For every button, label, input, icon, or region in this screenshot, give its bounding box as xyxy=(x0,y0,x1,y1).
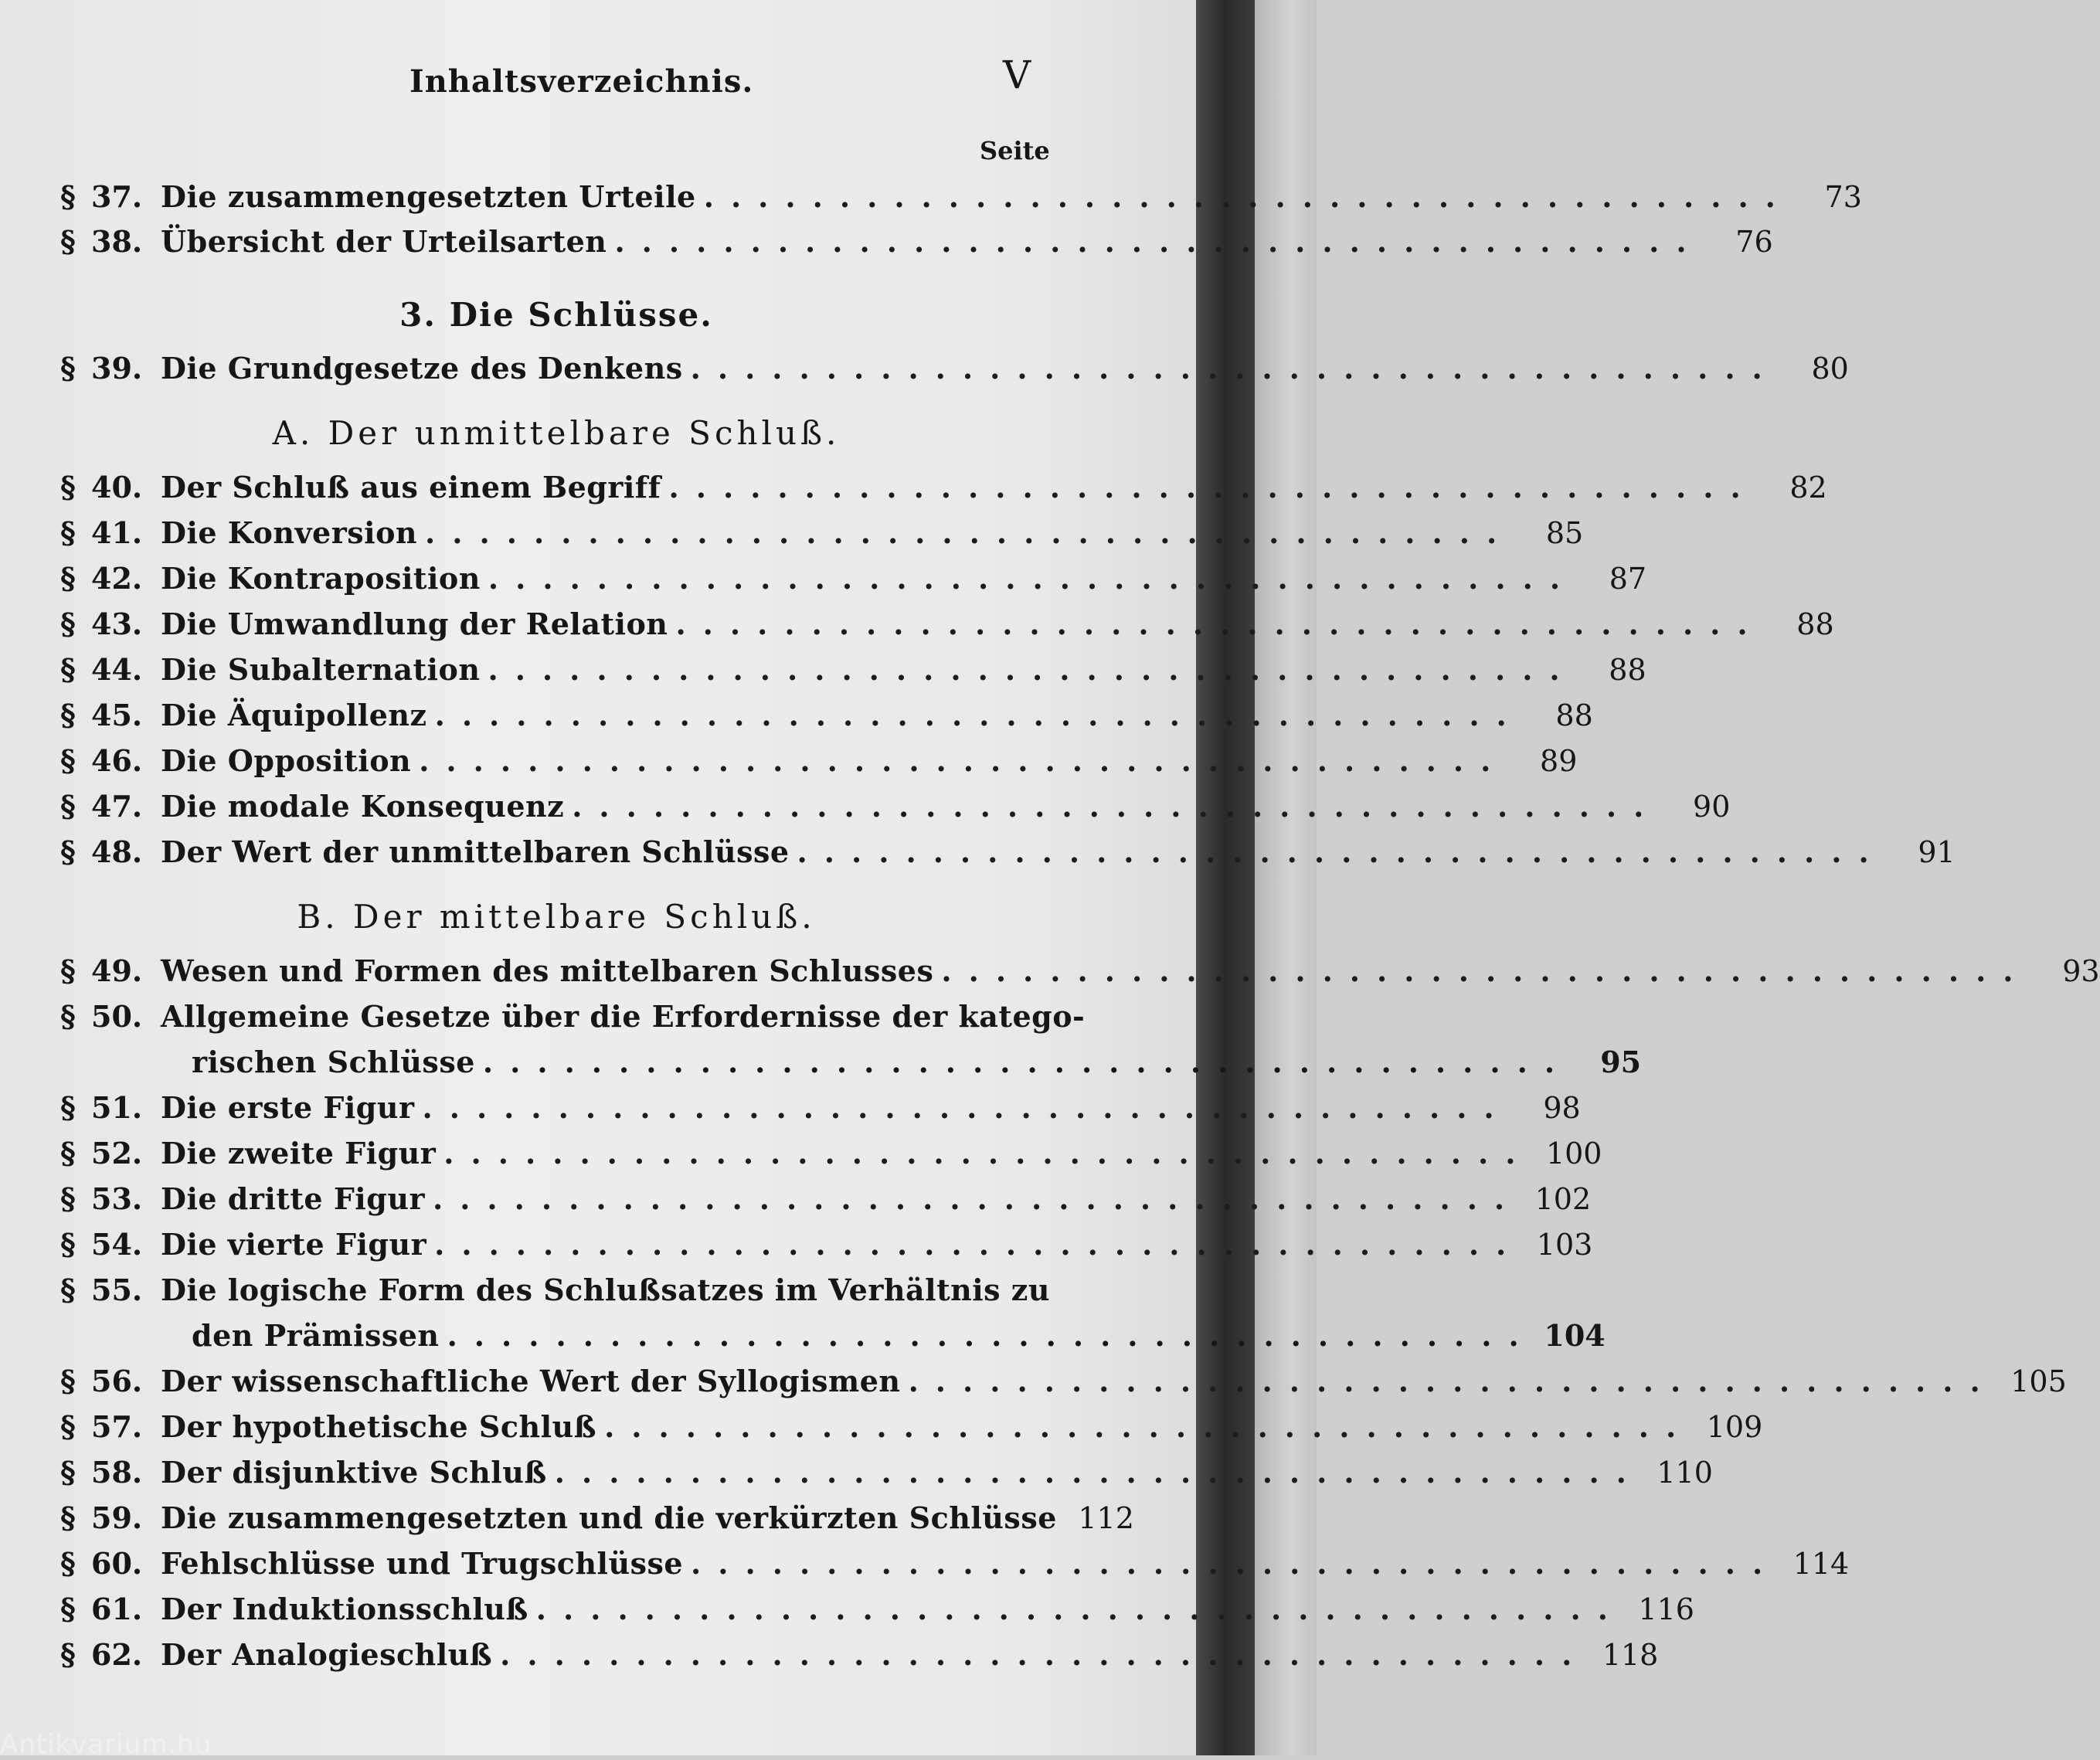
entry-number: 38. xyxy=(91,224,143,259)
entry-page: 116 xyxy=(1638,1592,1694,1626)
section-sign: § xyxy=(60,1409,76,1444)
entry-page: 118 xyxy=(1602,1638,1659,1672)
toc-entry-46 xyxy=(60,743,1578,787)
section-sign: § xyxy=(60,1090,76,1125)
entry-title: Die Subalternation xyxy=(161,652,481,687)
entry-page: 93 xyxy=(2062,954,2100,988)
entry-title: Die Umwandlung der Relation xyxy=(161,606,668,641)
section-sign: § xyxy=(60,834,76,869)
section-sign: § xyxy=(60,1592,76,1626)
entry-number: 39. xyxy=(91,351,143,386)
dot-leader: ........................................ xyxy=(554,1455,1643,1490)
entry-number: 44. xyxy=(91,652,143,687)
entry-number: 59. xyxy=(91,1500,143,1535)
entry-page: 85 xyxy=(1545,516,1584,550)
dot-leader: ........................................ xyxy=(482,1045,1572,1079)
entry-number: 51. xyxy=(91,1090,143,1125)
toc-entry-50-continuation xyxy=(192,1045,1642,1088)
section-sign: § xyxy=(60,1500,76,1535)
toc-entry-60 xyxy=(60,1546,1850,1589)
dot-leader: ........................................ xyxy=(690,351,1779,386)
entry-number: 53. xyxy=(91,1181,143,1216)
entry-page: 110 xyxy=(1657,1456,1713,1490)
toc-entry-53 xyxy=(60,1181,1592,1225)
entry-number: 37. xyxy=(91,179,143,214)
watermark: Antikvarium.hu xyxy=(0,1729,212,1760)
section-heading-3: 3. Die Schlüsse. xyxy=(399,296,713,334)
entry-title-continuation: rischen Schlüsse xyxy=(192,1045,475,1079)
toc-entry-54 xyxy=(60,1227,1593,1270)
entry-number: 54. xyxy=(91,1227,143,1262)
section-sign: § xyxy=(60,698,76,732)
toc-entry-39 xyxy=(60,351,1849,394)
entry-title: Der disjunktive Schluß xyxy=(161,1455,547,1490)
entry-number: 47. xyxy=(91,789,143,824)
entry-number: 55. xyxy=(91,1272,143,1307)
toc-entry-52 xyxy=(60,1136,1602,1179)
section-sign: § xyxy=(60,515,76,550)
entry-number: 46. xyxy=(91,743,143,778)
section-heading-a: A. Der unmittelbare Schluß. xyxy=(272,414,841,452)
entry-title: Die Äquipollenz xyxy=(161,698,427,732)
entry-page: 88 xyxy=(1796,607,1834,641)
entry-number: 43. xyxy=(91,606,143,641)
entry-title: Die Kontraposition xyxy=(161,561,481,596)
toc-entry-56 xyxy=(60,1364,2067,1407)
section-sign: § xyxy=(60,1546,76,1581)
entry-number: 49. xyxy=(91,953,143,988)
section-sign: § xyxy=(60,1272,76,1307)
section-sign: § xyxy=(60,470,76,505)
section-sign: § xyxy=(60,179,76,214)
entry-page: 95 xyxy=(1600,1045,1642,1079)
section-heading-b: B. Der mittelbare Schluß. xyxy=(297,898,816,936)
entry-page: 87 xyxy=(1609,562,1647,596)
toc-entry-55-continuation xyxy=(192,1318,1606,1361)
toc-entry-58 xyxy=(60,1455,1713,1498)
toc-entry-57 xyxy=(60,1409,1763,1453)
entry-page: 105 xyxy=(2010,1364,2067,1398)
section-sign: § xyxy=(60,1364,76,1398)
entry-page: 88 xyxy=(1609,653,1646,687)
dot-leader: ........................................ xyxy=(425,515,1514,550)
entry-title: Der wissenschaftliche Wert der Syllogismen xyxy=(161,1364,901,1398)
entry-title: Wesen und Formen des mittelbaren Schlusses xyxy=(161,953,934,988)
toc-entry-37 xyxy=(60,179,1862,223)
entry-number: 52. xyxy=(91,1136,143,1171)
entry-number: 42. xyxy=(91,561,143,596)
toc-entry-55 xyxy=(60,1272,1049,1316)
entry-number: 60. xyxy=(91,1546,143,1581)
dot-leader: ........................................ xyxy=(941,953,2030,988)
entry-number: 40. xyxy=(91,470,143,505)
running-head: Inhaltsverzeichnis. xyxy=(409,63,754,100)
entry-title: Die zweite Figur xyxy=(161,1136,437,1171)
entry-page: 102 xyxy=(1534,1182,1592,1216)
dot-leader: ........................................ xyxy=(434,1227,1524,1262)
entry-title: Allgemeine Gesetze über die Erfordernisse der katego- xyxy=(161,999,1086,1034)
entry-title: Der Induktionsschluß xyxy=(161,1592,528,1626)
entry-page: 89 xyxy=(1540,744,1578,778)
dot-leader: ........................................ xyxy=(797,834,1886,869)
toc-entry-38 xyxy=(60,224,1773,267)
entry-page: 103 xyxy=(1536,1228,1593,1262)
section-sign: § xyxy=(60,1227,76,1262)
dot-leader: ........................................ xyxy=(422,1090,1511,1125)
entry-title: Fehlschlüsse und Trugschlüsse xyxy=(161,1546,684,1581)
entry-page: 80 xyxy=(1811,352,1849,386)
dot-leader: ........................................ xyxy=(488,652,1577,687)
dot-leader: ........................................ xyxy=(488,561,1578,596)
toc-entry-61 xyxy=(60,1592,1694,1635)
entry-page: 114 xyxy=(1792,1547,1850,1581)
section-sign: § xyxy=(60,1455,76,1490)
toc-entry-41 xyxy=(60,515,1584,559)
toc-entry-47 xyxy=(60,789,1731,832)
entry-title: Die Grundgesetze des Denkens xyxy=(161,351,683,386)
entry-page: 90 xyxy=(1693,790,1731,824)
section-sign: § xyxy=(60,561,76,596)
entry-title: Der Analogieschluß xyxy=(161,1637,493,1672)
entry-number: 45. xyxy=(91,698,143,732)
section-sign: § xyxy=(60,652,76,687)
entry-page: 73 xyxy=(1824,180,1862,214)
dot-leader: ........................................ xyxy=(908,1364,1997,1398)
entry-number: 48. xyxy=(91,834,143,869)
dot-leader: ........................................ xyxy=(668,470,1758,505)
entry-title-continuation: den Prämissen xyxy=(192,1318,440,1353)
entry-number: 57. xyxy=(91,1409,143,1444)
section-sign: § xyxy=(60,1181,76,1216)
entry-page: 112 xyxy=(1078,1501,1134,1535)
page-column-label: Seite xyxy=(980,136,1050,165)
entry-number: 61. xyxy=(91,1592,143,1626)
entry-page: 82 xyxy=(1789,471,1827,505)
toc-entry-42 xyxy=(60,561,1647,604)
dot-leader: ........................................ xyxy=(604,1409,1694,1444)
entry-title: Die zusammengesetzten und die verkürzten Schlüsse xyxy=(161,1500,1057,1535)
section-sign: § xyxy=(60,743,76,778)
page-number: V xyxy=(1003,53,1031,97)
entry-title: Die Opposition xyxy=(161,743,412,778)
entry-title: Die zusammengesetzten Urteile xyxy=(161,179,696,214)
section-sign: § xyxy=(60,606,76,641)
dot-leader: ........................................ xyxy=(434,698,1524,732)
entry-title: Übersicht der Urteilsarten xyxy=(161,224,607,259)
dot-leader: ........................................ xyxy=(419,743,1508,778)
toc-entry-45 xyxy=(60,698,1593,741)
dot-leader: ........................................ xyxy=(614,224,1704,259)
entry-title: Die logische Form des Schlußsatzes im Verhältnis zu xyxy=(161,1272,1051,1307)
section-sign: § xyxy=(60,999,76,1034)
entry-page: 104 xyxy=(1544,1318,1606,1353)
toc-entry-40 xyxy=(60,470,1827,513)
section-sign: § xyxy=(60,351,76,386)
entry-title: Die erste Figur xyxy=(161,1090,415,1125)
entry-number: 62. xyxy=(91,1637,143,1672)
section-sign: § xyxy=(60,1637,76,1672)
entry-page: 91 xyxy=(1918,835,1956,869)
toc-entry-50 xyxy=(60,999,1086,1042)
entry-number: 50. xyxy=(91,999,143,1034)
entry-title: Der Wert der unmittelbaren Schlüsse xyxy=(161,834,790,869)
dot-leader: ........................................ xyxy=(500,1637,1589,1672)
entry-title: Die Konversion xyxy=(161,515,418,550)
toc-entry-59 xyxy=(60,1500,1134,1544)
book-cover-edge xyxy=(1255,0,1317,1755)
dot-leader: ........................................ xyxy=(443,1136,1533,1171)
section-sign: § xyxy=(60,953,76,988)
entry-title: Die modale Konsequenz xyxy=(161,789,565,824)
section-sign: § xyxy=(60,224,76,259)
entry-number: 41. xyxy=(91,515,143,550)
dot-leader: ........................................ xyxy=(535,1592,1625,1626)
entry-title: Die vierte Figur xyxy=(161,1227,427,1262)
entry-page: 109 xyxy=(1706,1410,1763,1444)
toc-entry-49 xyxy=(60,953,2100,997)
dot-leader: ........................................ xyxy=(703,179,1792,214)
entry-page: 100 xyxy=(1545,1137,1602,1171)
dot-leader: ........................................ xyxy=(447,1318,1536,1353)
entry-page: 76 xyxy=(1735,225,1773,259)
entry-page: 98 xyxy=(1543,1091,1581,1125)
section-sign: § xyxy=(60,789,76,824)
entry-page: 88 xyxy=(1555,698,1593,732)
toc-entry-44 xyxy=(60,652,1646,695)
section-sign: § xyxy=(60,1136,76,1171)
entry-title: Der Schluß aus einem Begriff xyxy=(161,470,661,505)
toc-entry-48 xyxy=(60,834,1956,878)
entry-number: 58. xyxy=(91,1455,143,1490)
toc-entry-62 xyxy=(60,1637,1659,1680)
entry-number: 56. xyxy=(91,1364,143,1398)
dot-leader: ........................................ xyxy=(675,606,1765,641)
dot-leader: ........................................ xyxy=(572,789,1661,824)
entry-title: Der hypothetische Schluß xyxy=(161,1409,597,1444)
dot-leader: ........................................ xyxy=(432,1181,1522,1216)
dot-leader: ........................................ xyxy=(691,1546,1780,1581)
toc-entry-51 xyxy=(60,1090,1581,1133)
toc-entry-43 xyxy=(60,606,1834,650)
entry-title: Die dritte Figur xyxy=(161,1181,425,1216)
